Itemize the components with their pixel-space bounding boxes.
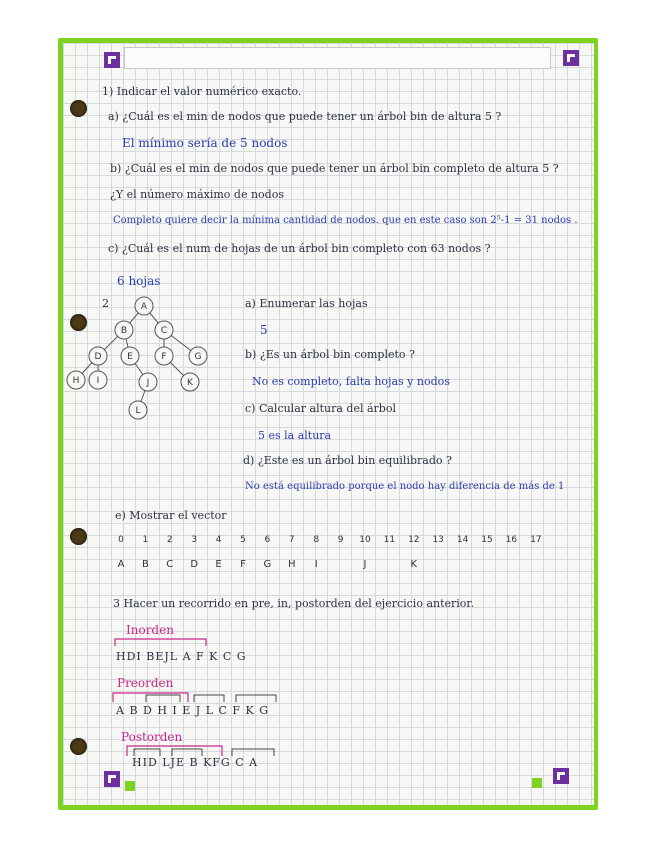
vector-index: 11: [383, 535, 396, 545]
binder-hole: [70, 738, 87, 755]
tree-node-j: [139, 373, 157, 391]
tree-node-d: [89, 347, 107, 365]
svg-text:E: E: [127, 352, 133, 362]
preorden-value: A B D H I E J L C F K G: [116, 704, 270, 717]
svg-text:D: D: [94, 352, 102, 362]
vector-value: B: [141, 559, 149, 570]
tree-node-k: [181, 373, 199, 391]
brand-logo-icon: [563, 50, 579, 66]
q1-heading: 1) Indicar el valor numérico exacto.: [102, 85, 302, 98]
svg-text:A: A: [140, 302, 148, 312]
binder-hole: [70, 100, 87, 117]
postorden-label: Postorden: [121, 730, 183, 744]
vector-value: F: [240, 559, 246, 570]
q1-b-question: b) ¿Cuál es el min de nodos que puede tener un árbol bin completo de altura 5 ?: [110, 162, 559, 175]
q1-c-question: c) ¿Cuál es el num de hojas de un árbol bin completo con 63 nodos ?: [108, 242, 491, 255]
svg-text:K: K: [187, 378, 193, 388]
vector-index: 16: [505, 535, 518, 545]
svg-text:G: G: [194, 352, 202, 362]
svg-text:C: C: [160, 326, 168, 336]
vector-index: 12: [408, 535, 420, 545]
tree-node-c: [155, 321, 173, 339]
header-box: [124, 47, 551, 69]
binder-hole: [70, 528, 87, 545]
tree-node-f: [155, 347, 173, 365]
tree-node-b: [115, 321, 133, 339]
vector-index: 15: [481, 535, 493, 545]
svg-text:B: B: [120, 326, 128, 336]
svg-text:I: I: [96, 376, 100, 386]
svg-text:J: J: [146, 378, 150, 388]
vector-value: I: [314, 559, 318, 570]
tree-node-i: [89, 371, 107, 389]
brand-logo-icon: [553, 768, 569, 784]
corner-square-icon: [532, 778, 542, 788]
vector-value: D: [190, 559, 199, 570]
vector-index: 6: [264, 535, 271, 545]
q1-a-answer: El mínimo sería de 5 nodos: [122, 136, 288, 150]
vector-value: K: [410, 559, 418, 570]
q1-b-question-2: ¿Y el número máximo de nodos: [110, 188, 284, 201]
q1-b-answer: Completo quiere decir la mínima cantidad de nodos. que en este caso son 2⁵-1 = 31 nodos .: [113, 215, 578, 226]
tree-node-a: [135, 297, 153, 315]
inorden-label: Inorden: [126, 623, 174, 637]
binary-tree-diagram: [62, 290, 232, 430]
q2-a-answer: 5: [260, 323, 268, 337]
preorden-label: Preorden: [117, 676, 174, 690]
q2-number: 2: [102, 297, 109, 310]
vector-index: 13: [432, 535, 444, 545]
q1-a-question: a) ¿Cuál es el min de nodos que puede tener un árbol bin de altura 5 ?: [108, 110, 502, 123]
vector-index: 7: [288, 535, 295, 545]
vector-index: 9: [337, 535, 344, 545]
postorden-value: HID LJE B KFG C A: [132, 756, 259, 769]
q2-b-answer: No es completo, falta hojas y nodos: [252, 375, 450, 388]
vector-index: 0: [118, 535, 124, 545]
corner-square-icon: [125, 781, 135, 791]
vector-value: G: [263, 559, 272, 570]
q2-a-question: a) Enumerar las hojas: [245, 297, 368, 310]
vector-index: 8: [313, 535, 320, 545]
vector-value: J: [363, 559, 367, 570]
preorden-bracket: [110, 690, 290, 704]
tree-node-e: [121, 347, 139, 365]
tree-node-l: [129, 401, 147, 419]
vector-index: 5: [240, 535, 246, 545]
q2-c-answer: 5 es la altura: [258, 429, 332, 442]
vector-index: 4: [215, 535, 222, 545]
tree-node-g: [189, 347, 207, 365]
vector-index: 1: [142, 535, 149, 545]
svg-text:L: L: [135, 406, 141, 416]
q1-c-answer: 6 hojas: [117, 274, 161, 288]
q2-d-question: d) ¿Este es un árbol bin equilibrado ?: [243, 454, 452, 467]
vector-value: A: [117, 559, 125, 570]
svg-text:H: H: [72, 376, 80, 386]
q2-d-answer: No está equilibrado porque el nodo hay diferencia de más de 1: [245, 481, 565, 492]
svg-text:F: F: [161, 352, 167, 362]
vector-index: 2: [166, 535, 173, 545]
q2-e-heading: e) Mostrar el vector: [115, 509, 227, 522]
vector-value: H: [288, 559, 296, 570]
inorden-bracket: [112, 636, 222, 648]
q2-b-question: b) ¿Es un árbol bin completo ?: [245, 348, 415, 361]
q2-c-question: c) Calcular altura del árbol: [245, 402, 396, 415]
vector-index: 10: [359, 535, 371, 545]
inorden-value: HDI BEJL A F K C G: [116, 650, 247, 663]
brand-logo-icon: [104, 52, 120, 68]
vector-index: 3: [191, 535, 198, 545]
vector-index: 17: [530, 535, 542, 545]
vector-index: 14: [456, 535, 469, 545]
brand-logo-icon: [104, 771, 120, 787]
vector-value: C: [166, 559, 174, 570]
tree-node-h: [67, 371, 85, 389]
q3-heading: 3 Hacer un recorrido en pre, in, postorden del ejercicio anterior.: [113, 597, 474, 610]
vector-value: E: [215, 559, 222, 570]
